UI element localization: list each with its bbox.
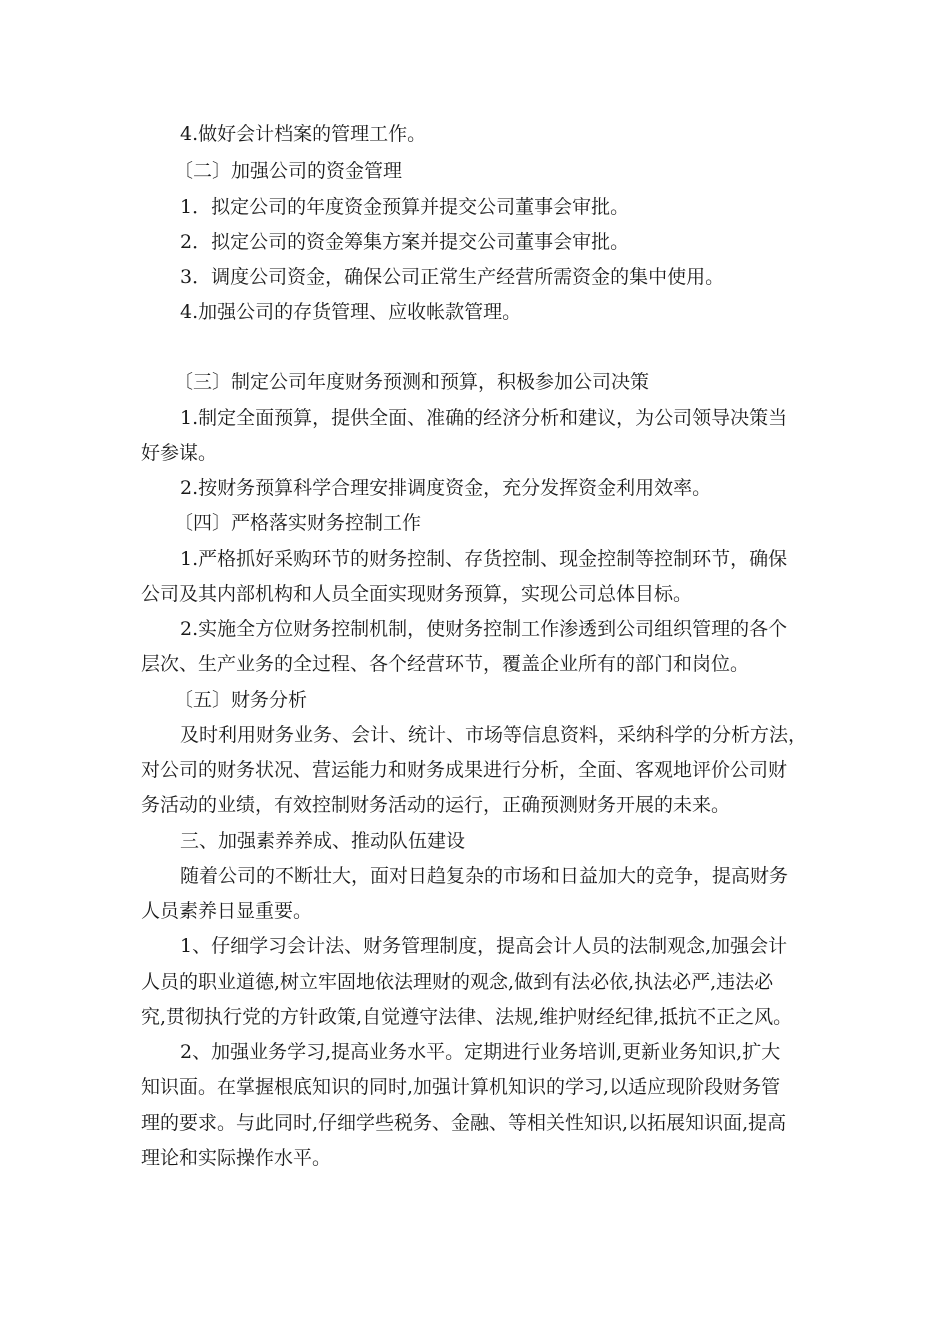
text-line: 知识面。在掌握根底知识的同时,加强计算机知识的学习,以适应现阶段财务管: [141, 1076, 781, 1098]
text-line: 公司及其内部机构和人员全面实现财务预算，实现公司总体目标。: [141, 583, 693, 605]
text-line: 层次、生产业务的全过程、各个经营环节，覆盖企业所有的部门和岗位。: [141, 653, 750, 675]
text-line: 理的要求。与此同时,仔细学些税务、金融、等相关性知识,以拓展知识面,提高: [141, 1112, 787, 1134]
text-line: 好参谋。: [141, 442, 218, 464]
section-heading: 〔五〕财务分析: [174, 689, 308, 711]
text-line: 究,贯彻执行党的方针政策,自觉遵守法律、法规,维护财经纪律,抵抗不正之风。: [141, 1006, 793, 1028]
text-line: 4.加强公司的存货管理、应收帐款管理。: [180, 301, 522, 323]
text-line: 4.做好会计档案的管理工作。: [180, 123, 427, 145]
section-heading: 〔三〕制定公司年度财务预测和预算，积极参加公司决策: [174, 371, 650, 393]
text-line: 对公司的财务状况、营运能力和财务成果进行分析，全面、客观地评价公司财: [141, 759, 788, 781]
text-line: 3．调度公司资金，确保公司正常生产经营所需资金的集中使用。: [180, 266, 725, 288]
text-line: 及时利用财务业务、会计、统计、市场等信息资料，采纳科学的分析方法，: [180, 724, 808, 746]
text-line: 1.严格抓好采购环节的财务控制、存货控制、现金控制等控制环节，确保: [180, 548, 788, 570]
text-line: 理论和实际操作水平。: [141, 1147, 332, 1169]
text-line: 2、加强业务学习,提高业务水平。定期进行业务培训,更新业务知识,扩大: [180, 1041, 781, 1063]
section-heading: 三、加强素养养成、推动队伍建设: [180, 830, 466, 852]
text-line: 2.实施全方位财务控制机制，使财务控制工作渗透到公司组织管理的各个: [180, 618, 788, 640]
text-line: 人员素养日显重要。: [141, 900, 313, 922]
text-line: 务活动的业绩，有效控制财务活动的运行，正确预测财务开展的未来。: [141, 794, 731, 816]
text-line: 随着公司的不断壮大，面对日趋复杂的市场和日益加大的竞争，提高财务: [180, 865, 789, 887]
text-line: 1、仔细学习会计法、财务管理制度，提高会计人员的法制观念,加强会计: [180, 935, 788, 957]
text-line: 2．拟定公司的资金筹集方案并提交公司董事会审批。: [180, 231, 630, 253]
section-heading: 〔二〕加强公司的资金管理: [174, 160, 403, 182]
text-line: 人员的职业道德,树立牢固地依法理财的观念,做到有法必依,执法必严,违法必: [141, 971, 774, 993]
text-line: 2.按财务预算科学合理安排调度资金，充分发挥资金利用效率。: [180, 477, 712, 499]
section-heading: 〔四〕严格落实财务控制工作: [174, 512, 422, 534]
text-line: 1．拟定公司的年度资金预算并提交公司董事会审批。: [180, 196, 630, 218]
text-line: 1.制定全面预算，提供全面、准确的经济分析和建议，为公司领导决策当: [180, 407, 788, 429]
